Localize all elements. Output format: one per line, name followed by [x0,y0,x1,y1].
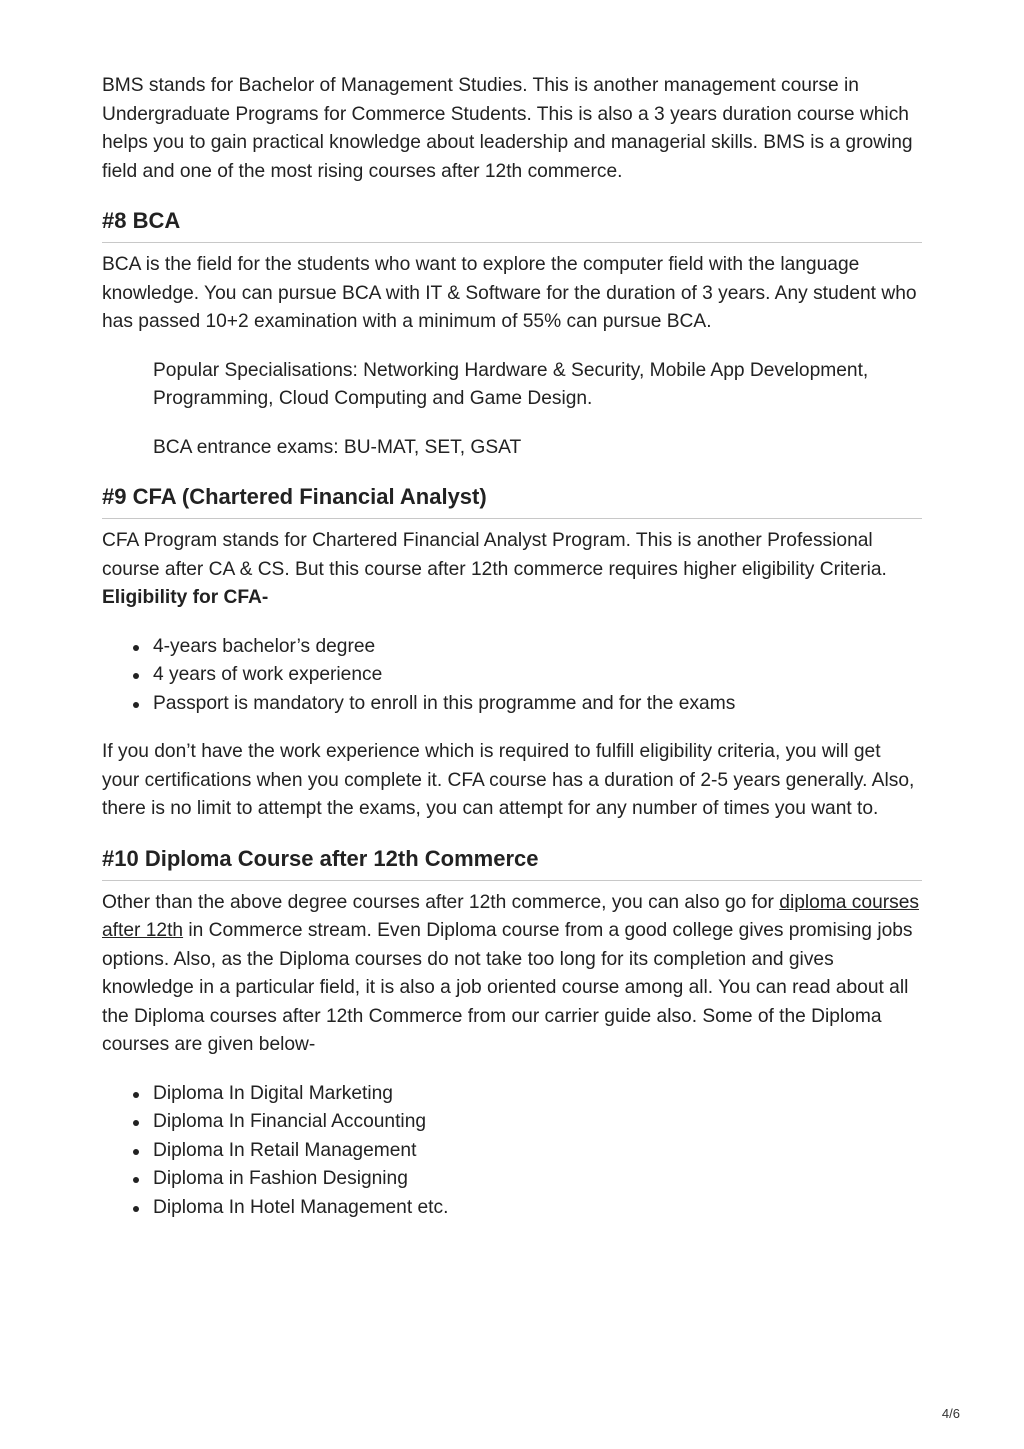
list-item: Diploma In Digital Marketing [153,1080,922,1109]
cfa-closing-paragraph: If you don’t have the work experience which is required to fulfill eligibility criteria, you will get your certifications when you complete it. CFA course has a duration of 2-5 years generally. Also, there is no limit to attempt the exams, you can attempt for any number of times you want to. [102,741,915,819]
cfa-eligibility-list [102,633,922,719]
document-page [102,72,922,1242]
diploma-paragraph: Other than the above degree courses after 12th commerce, you can also go for diploma courses after 12th in Commerce stream. Even Diploma course from a good college gives promising jobs options. Also, as the Diploma courses do not take too long for its completion and gives knowledge in a particular field, it is also a job oriented course among all. You can read about all the Diploma courses after 12th Commerce from our carrier guide also. Some of the Diploma courses are given below- [102,891,919,1055]
bullet-icon [133,1120,139,1126]
page-number: 4/6 [941,1406,960,1421]
bullet-icon [133,1092,139,1098]
bullet-icon [133,702,139,708]
section-bca [102,206,922,462]
cfa-heading: #9 CFA (Chartered Financial Analyst) [102,482,922,519]
list-item: Passport is mandatory to enroll in this programme and for the exams [153,690,922,719]
section-diploma [102,844,922,1223]
bullet-icon [133,645,139,651]
bullet-icon [133,1177,139,1183]
bca-entrance-exams: BCA entrance exams: BU-MAT, SET, GSAT [153,436,522,458]
list-item: Diploma in Fashion Designing [153,1165,922,1194]
list-item: Diploma In Hotel Management etc. [153,1194,922,1223]
bullet-icon [133,1149,139,1155]
bullet-icon [133,673,139,679]
bca-paragraph: BCA is the field for the students who want to explore the computer field with the language knowledge. You can pursue BCA with IT & Software for the duration of 3 years. Any student who has passed 10+2 examination with a minimum of 55% can pursue BCA. [102,254,917,332]
diploma-list [102,1080,922,1223]
bms-paragraph: BMS stands for Bachelor of Management Studies. This is another management course in Undergraduate Programs for Commerce Students. This is also a 3 years duration course which helps you to gain practical knowledge about leadership and managerial skills. BMS is a growing field and one of the most rising courses after 12th commerce. [102,75,913,182]
section-cfa [102,482,922,824]
cfa-paragraph: CFA Program stands for Chartered Financial Analyst Program. This is another Professional course after CA & CS. But this course after 12th commerce requires higher eligibility Criteria. [102,530,887,580]
list-item: 4-years bachelor’s degree [153,633,922,662]
diploma-courses-link[interactable]: diploma courses after 12th [102,891,919,941]
list-item: 4 years of work experience [153,661,922,690]
bullet-icon [133,1206,139,1212]
diploma-heading: #10 Diploma Course after 12th Commerce [102,844,922,881]
bca-specialisations: Popular Specialisations: Networking Hardware & Security, Mobile App Development, Programming, Cloud Computing and Game Design. [153,359,869,409]
bca-heading: #8 BCA [102,206,922,243]
list-item: Diploma In Financial Accounting [153,1108,922,1137]
list-item: Diploma In Retail Management [153,1137,922,1166]
cfa-eligibility-label: Eligibility for CFA- [102,587,269,608]
